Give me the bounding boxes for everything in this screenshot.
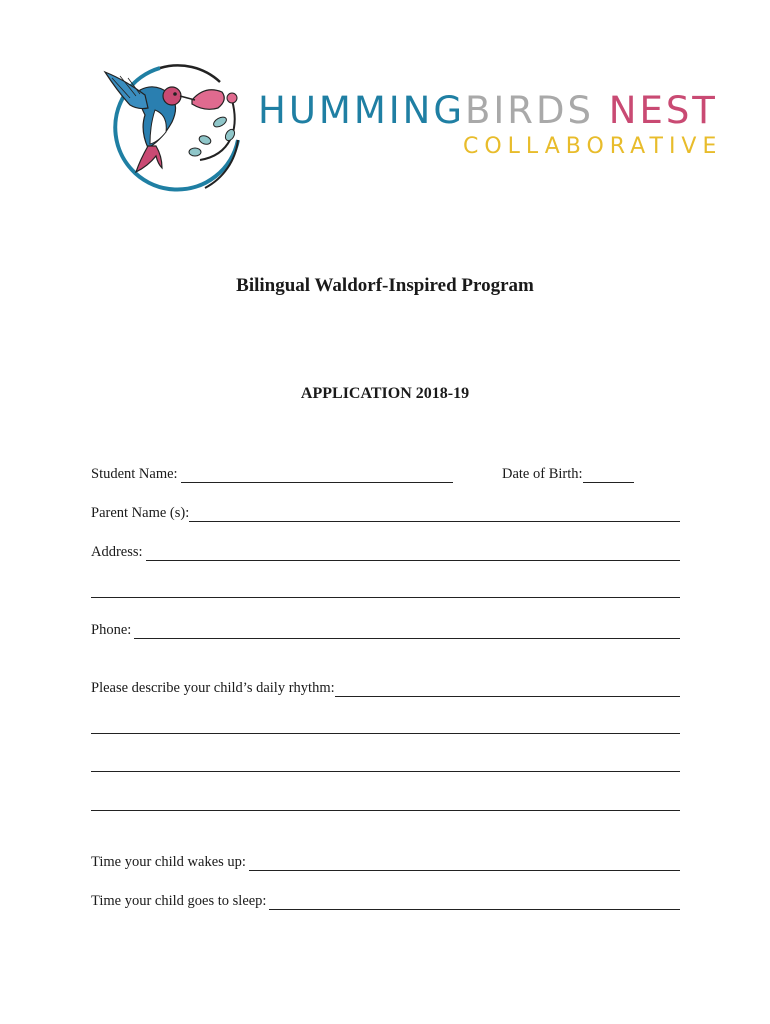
wake-time-label: Time your child wakes up: <box>91 854 246 870</box>
address-field[interactable] <box>91 541 680 561</box>
parent-name-line[interactable] <box>189 506 680 522</box>
wake-time-field[interactable] <box>91 851 680 871</box>
brand-name <box>258 88 718 134</box>
student-name-label: Student Name: <box>91 466 178 482</box>
date-of-birth-label: Date of Birth: <box>502 466 583 482</box>
daily-rhythm-line-4[interactable] <box>91 810 680 811</box>
brand-word-nest: NEST <box>608 89 718 132</box>
date-of-birth-field[interactable] <box>502 463 634 483</box>
brand-word-birds: BIRDS <box>465 89 594 132</box>
daily-rhythm-line-3[interactable] <box>91 771 680 772</box>
daily-rhythm-line[interactable] <box>335 681 680 697</box>
phone-label: Phone: <box>91 622 132 638</box>
brand-word-humming: HUMMING <box>258 89 466 132</box>
daily-rhythm-line-2[interactable] <box>91 733 680 734</box>
sleep-time-label: Time your child goes to sleep: <box>91 893 267 909</box>
sleep-time-field[interactable] <box>91 890 680 910</box>
parent-name-field[interactable] <box>91 502 680 522</box>
wake-time-line[interactable] <box>249 855 680 871</box>
phone-field[interactable] <box>91 619 680 639</box>
student-name-line[interactable] <box>181 467 453 483</box>
phone-line[interactable] <box>134 623 680 639</box>
address-label: Address: <box>91 544 143 560</box>
sleep-time-line[interactable] <box>269 894 680 910</box>
brand-wordmark <box>258 88 723 159</box>
daily-rhythm-label: Please describe your child’s daily rhythm: <box>91 680 335 696</box>
address-line-2[interactable] <box>91 597 680 598</box>
date-of-birth-line[interactable] <box>583 467 634 483</box>
brand-tagline: COLLABORATIVE <box>463 134 723 159</box>
address-line[interactable] <box>146 545 680 561</box>
hummingbird-logo-icon <box>100 60 250 200</box>
student-name-field[interactable] <box>91 463 453 483</box>
daily-rhythm-field[interactable] <box>91 677 680 697</box>
application-title: APPLICATION 2018-19 <box>300 385 470 402</box>
program-title: Bilingual Waldorf-Inspired Program <box>236 275 534 296</box>
parent-name-label: Parent Name (s): <box>91 505 190 521</box>
